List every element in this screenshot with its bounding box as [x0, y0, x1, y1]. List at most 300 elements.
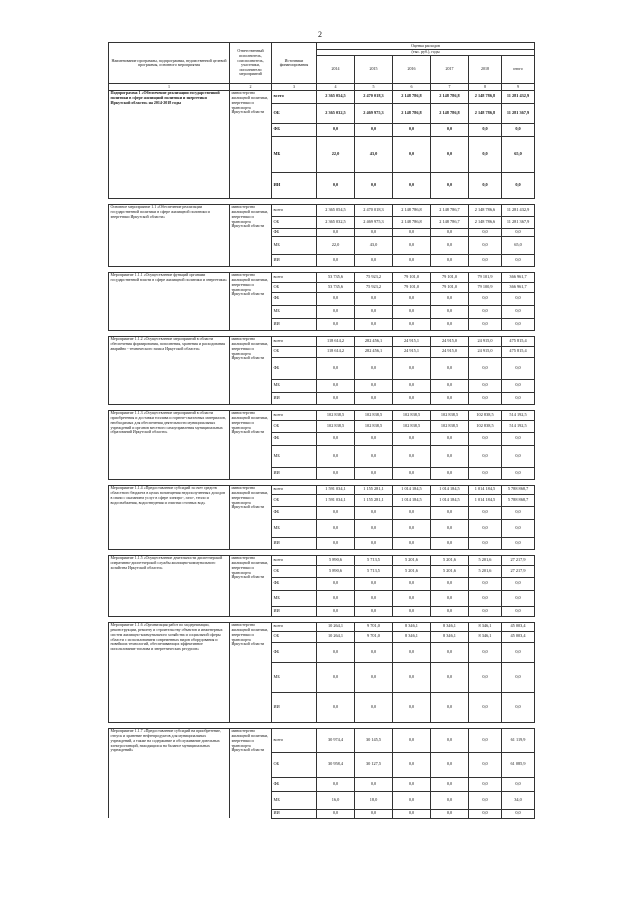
executor: министерство жилищной политики, энергетики и транспорта Иркутской области [230, 90, 272, 198]
year-value: 24 915,0 [469, 336, 502, 346]
year-value: 0,0 [393, 305, 431, 318]
year-value: 1 591 034,1 [317, 485, 355, 494]
total-value: 0,0 [502, 809, 535, 818]
funding-source: ИИ [272, 392, 317, 404]
year-value: 0,0 [317, 379, 355, 392]
funding-source: МБ [272, 136, 317, 172]
year-value: 24 915,0 [431, 346, 469, 357]
total-value: 61 085,9 [502, 752, 535, 777]
year-value: 2 469 975,3 [355, 103, 393, 123]
program-name: Подпрограмма 1 «Обеспечение реализации государственной политики в сфере жилищной политики и энергетики Иркутской области» на 2014-2018 годы [109, 90, 230, 198]
year-value: 2 365 032,5 [317, 216, 355, 228]
year-value: 0,0 [317, 318, 355, 330]
year-value: 0,0 [431, 172, 469, 198]
year-value: 0,0 [431, 357, 469, 379]
year-value: 2 148 786,7 [431, 204, 469, 216]
year-value: 8 346,1 [431, 631, 469, 642]
year-value: 0,0 [431, 577, 469, 590]
executor: министерство жилищной политики, энергетики и транспорта Иркутской области [230, 336, 272, 404]
year-value: 5 201,6 [469, 565, 502, 577]
year-value: 0,0 [317, 432, 355, 445]
year-value: 0,0 [355, 305, 393, 318]
year-value: 43,0 [355, 236, 393, 254]
year-value: 0,0 [317, 590, 355, 606]
year-value: 1 591 034,1 [317, 494, 355, 506]
executor: министерство жилищной политики, энергетики и транспорта Иркутской области [230, 272, 272, 330]
year-value: 5 890,6 [317, 565, 355, 577]
year-value: 0,0 [469, 728, 502, 752]
funding-source: всего [272, 485, 317, 494]
year-value: 5 201,6 [431, 565, 469, 577]
funding-source: ОБ [272, 494, 317, 506]
year-value: 0,0 [469, 577, 502, 590]
year-value: 0,0 [355, 254, 393, 266]
year-value: 0,0 [317, 537, 355, 549]
year-value: 0,0 [393, 172, 431, 198]
year-value: 79 101,0 [393, 272, 431, 282]
year-value: 0,0 [431, 379, 469, 392]
year-value: 0,0 [393, 728, 431, 752]
header-executor: Ответственный исполнитель, соисполнитель, участники, исполнители мероприятий [230, 43, 272, 84]
year-value: 0,0 [317, 577, 355, 590]
year-value: 0,0 [393, 777, 431, 791]
year-value: 0,0 [317, 662, 355, 692]
total-value: 11 281 432,9 [502, 204, 535, 216]
year-value: 0,0 [393, 254, 431, 266]
year-value: 0,0 [469, 519, 502, 537]
year-value: 0,0 [355, 662, 393, 692]
year-value: 0,0 [469, 590, 502, 606]
total-value: 0,0 [502, 537, 535, 549]
year-value: 0,0 [355, 642, 393, 662]
year-value: 118 614,2 [317, 336, 355, 346]
year-value: 75 923,2 [355, 282, 393, 292]
total-value: 0,0 [502, 379, 535, 392]
header-estimate: Оценка расходов [317, 43, 535, 50]
col-number: 8 [469, 84, 502, 91]
funding-source: МБ [272, 379, 317, 392]
year-value: 2 470 018,3 [355, 204, 393, 216]
total-value: 475 815,4 [502, 336, 535, 346]
table-row [109, 272, 535, 282]
funding-source: всего [272, 622, 317, 631]
year-value: 0,0 [469, 692, 502, 722]
year-value: 0,0 [431, 519, 469, 537]
table-row [109, 204, 535, 216]
funding-source: ИИ [272, 606, 317, 616]
year-value: 2 148 786,8 [393, 204, 431, 216]
year-value: 0,0 [469, 236, 502, 254]
total-value: 0,0 [502, 467, 535, 479]
year-value: 0,0 [317, 228, 355, 236]
executor: министерство жилищной политики, энергетики и транспорта Иркутской области [230, 622, 272, 722]
funding-source: всего [272, 728, 317, 752]
executor: министерство жилищной политики, энергетики и транспорта Иркутской области [230, 204, 272, 266]
year-value: 0,0 [393, 590, 431, 606]
year-value: 0,0 [431, 318, 469, 330]
year-value: 0,0 [355, 809, 393, 818]
total-value: 366 961,7 [502, 272, 535, 282]
funding-source: МБ [272, 519, 317, 537]
year-value: 102 838,5 [431, 420, 469, 432]
total-value: 5 788 868,7 [502, 494, 535, 506]
executor: министерство жилищной политики, энергетики и транспорта Иркутской области [230, 728, 272, 818]
year-value: 5 201,6 [393, 565, 431, 577]
year-value: 30 974,4 [317, 728, 355, 752]
total-value: 11 281 432,9 [502, 90, 535, 103]
year-value: 0,0 [431, 728, 469, 752]
year-value: 0,0 [431, 506, 469, 519]
total-value: 65,0 [502, 136, 535, 172]
year-value: 24 915,1 [393, 346, 431, 357]
funding-source: ИИ [272, 537, 317, 549]
program-name: Мероприятие 1.1.4 «Предоставление субсидий за счет средств областного бюджета в целях возмещения недополученных доходов в связи с оказанием услуг в сфере электро-, газо-, тепло и водоснабжения, водоотведения и очистки сточных вод» [109, 485, 230, 549]
total-value: 366 961,7 [502, 282, 535, 292]
year-value: 16,0 [317, 791, 355, 809]
total-value: 0,0 [502, 506, 535, 519]
year-value: 24 915,0 [469, 346, 502, 357]
total-value: 0,0 [502, 662, 535, 692]
year-value: 5 713,5 [355, 565, 393, 577]
year-value: 2 148 786,8 [393, 90, 431, 103]
year-value: 0,0 [393, 642, 431, 662]
year-value: 0,0 [355, 577, 393, 590]
year-value: 1 014 184,5 [469, 485, 502, 494]
year-value: 75 923,2 [355, 272, 393, 282]
year-value: 2 469 975,3 [355, 216, 393, 228]
header-year: 2014 [317, 56, 355, 84]
year-value: 0,0 [355, 432, 393, 445]
col-number: 6 [393, 84, 431, 91]
year-value: 0,0 [431, 692, 469, 722]
year-value: 0,0 [431, 136, 469, 172]
year-value: 0,0 [469, 506, 502, 519]
year-value: 102 838,5 [355, 420, 393, 432]
funding-source: ФБ [272, 123, 317, 136]
total-value: 61 119,9 [502, 728, 535, 752]
total-value: 11 281 367,9 [502, 103, 535, 123]
col-number: 1 [109, 84, 230, 91]
table-row [109, 336, 535, 346]
year-value: 0,0 [431, 642, 469, 662]
year-value: 43,0 [355, 136, 393, 172]
col-number: 4 [317, 84, 355, 91]
year-value: 79 101,0 [393, 282, 431, 292]
year-value: 0,0 [393, 692, 431, 722]
year-value: 2 148 786,8 [469, 103, 502, 123]
year-value: 1 014 184,5 [431, 494, 469, 506]
funding-source: всего [272, 336, 317, 346]
year-value: 0,0 [393, 392, 431, 404]
total-value: 0,0 [502, 445, 535, 467]
year-value: 0,0 [317, 642, 355, 662]
total-value: 0,0 [502, 577, 535, 590]
year-value: 0,0 [393, 519, 431, 537]
year-value: 2 365 054,5 [317, 90, 355, 103]
year-value: 0,0 [393, 357, 431, 379]
year-value: 0,0 [355, 537, 393, 549]
program-name: Основное мероприятие 1.1 «Обеспечение реализации государственной политики в сфере жилищной политики и энергетики Иркутской области» [109, 204, 230, 266]
total-value: 0,0 [502, 318, 535, 330]
year-value: 5 201,6 [431, 555, 469, 565]
col-number: 9 [502, 84, 535, 91]
total-value: 0,0 [502, 392, 535, 404]
year-value: 0,0 [317, 692, 355, 722]
funding-source: ИИ [272, 318, 317, 330]
total-value: 0,0 [502, 228, 535, 236]
year-value: 0,0 [469, 379, 502, 392]
funding-source: ОБ [272, 346, 317, 357]
program-name: Мероприятие 1.1.5 «Осуществление деятельности диспетчерской оперативно-диспетчерской службы жилищно-коммунального хозяйства Иркутской области» [109, 555, 230, 616]
total-value: 0,0 [502, 642, 535, 662]
header-source: Источники финансирования [272, 43, 317, 84]
year-value: 102 838,5 [431, 410, 469, 420]
total-value: 0,0 [502, 292, 535, 305]
year-value: 0,0 [355, 292, 393, 305]
year-value: 0,0 [355, 445, 393, 467]
year-value: 0,0 [431, 791, 469, 809]
year-value: 79 101,0 [431, 272, 469, 282]
year-value: 0,0 [469, 809, 502, 818]
funding-source: всего [272, 90, 317, 103]
year-value: 0,0 [469, 445, 502, 467]
funding-source: ИИ [272, 692, 317, 722]
year-value: 0,0 [431, 537, 469, 549]
year-value: 0,0 [355, 590, 393, 606]
total-value: 0,0 [502, 357, 535, 379]
year-value: 0,0 [317, 519, 355, 537]
year-value: 0,0 [469, 606, 502, 616]
year-value: 2 148 786,7 [431, 216, 469, 228]
total-value: 45 003,4 [502, 631, 535, 642]
table-row [109, 728, 535, 752]
funding-source: ФБ [272, 432, 317, 445]
year-value: 0,0 [469, 228, 502, 236]
year-value: 0,0 [393, 318, 431, 330]
program-name: Мероприятие 1.1.2 «Осуществление мероприятий в области обеспечения формирования, пополнения, хранения и расходования аварийно - технического запаса Иркутской области» [109, 336, 230, 404]
year-value: 2 148 786,8 [393, 216, 431, 228]
year-value: 0,0 [469, 537, 502, 549]
year-value: 0,0 [393, 432, 431, 445]
year-value: 0,0 [393, 752, 431, 777]
year-value: 10 264,1 [317, 622, 355, 631]
year-value: 53 735,6 [317, 282, 355, 292]
total-value: 0,0 [502, 172, 535, 198]
col-number: 7 [431, 84, 469, 91]
year-value: 2 470 018,3 [355, 90, 393, 103]
year-value: 5 201,6 [393, 555, 431, 565]
executor: министерство жилищной политики, энергетики и транспорта Иркутской области [230, 555, 272, 616]
year-value: 5 713,5 [355, 555, 393, 565]
year-value: 0,0 [431, 752, 469, 777]
expense-estimate-table [108, 42, 535, 819]
year-value: 0,0 [355, 692, 393, 722]
year-value: 8 346,1 [431, 622, 469, 631]
funding-source: всего [272, 272, 317, 282]
year-value: 22,0 [317, 236, 355, 254]
year-value: 118 614,2 [317, 346, 355, 357]
total-value: 27 217,9 [502, 555, 535, 565]
year-value: 24 915,1 [393, 336, 431, 346]
funding-source: всего [272, 204, 317, 216]
year-value: 1 155 281,1 [355, 485, 393, 494]
year-value: 0,0 [469, 642, 502, 662]
year-value: 0,0 [469, 791, 502, 809]
year-value: 102 838,5 [469, 410, 502, 420]
year-value: 0,0 [431, 392, 469, 404]
funding-source: МБ [272, 791, 317, 809]
total-value: 0,0 [502, 123, 535, 136]
year-value: 0,0 [431, 254, 469, 266]
total-value: 0,0 [502, 432, 535, 445]
page-number: 2 [318, 30, 322, 39]
year-value: 0,0 [431, 236, 469, 254]
funding-source: ФБ [272, 642, 317, 662]
total-value: 0,0 [502, 305, 535, 318]
year-value: 102 838,5 [317, 420, 355, 432]
year-value: 0,0 [317, 445, 355, 467]
total-value: 65,0 [502, 236, 535, 254]
year-value: 2 365 054,5 [317, 204, 355, 216]
funding-source: всего [272, 555, 317, 565]
year-value: 0,0 [431, 606, 469, 616]
funding-source: ФБ [272, 292, 317, 305]
year-value: 1 014 184,5 [393, 485, 431, 494]
year-value: 0,0 [355, 506, 393, 519]
year-value: 10 264,1 [317, 631, 355, 642]
funding-source: МБ [272, 445, 317, 467]
year-value: 282 456,1 [355, 346, 393, 357]
funding-source: ИИ [272, 254, 317, 266]
year-value: 0,0 [355, 318, 393, 330]
year-value: 0,0 [469, 467, 502, 479]
funding-source: ФБ [272, 228, 317, 236]
header-year: 2015 [355, 56, 393, 84]
year-value: 0,0 [393, 379, 431, 392]
year-value: 8 346,1 [393, 622, 431, 631]
year-value: 0,0 [393, 228, 431, 236]
year-value: 2 148 786,8 [431, 90, 469, 103]
year-value: 0,0 [469, 392, 502, 404]
year-value: 0,0 [317, 467, 355, 479]
year-value: 5 890,6 [317, 555, 355, 565]
year-value: 0,0 [469, 662, 502, 692]
program-name: Мероприятие 1.1.6 «Организация работ по модернизации, реконструкции, ремонту и строительству объектов и инженерных систем жилищно-коммунального хозяйства и социальной сферы области с использованием современных видов оборудования и новейших технологий, обеспечивающих эффективное использование топлива и энергетических ресурсов» [109, 622, 230, 722]
year-value: 0,0 [355, 467, 393, 479]
year-value: 9 701,0 [355, 622, 393, 631]
total-value: 0,0 [502, 254, 535, 266]
year-value: 0,0 [393, 577, 431, 590]
year-value: 30 127,5 [355, 752, 393, 777]
year-value: 2 148 786,6 [469, 204, 502, 216]
year-value: 0,0 [355, 357, 393, 379]
year-value: 24 915,0 [431, 336, 469, 346]
funding-source: ИИ [272, 809, 317, 818]
year-value: 0,0 [431, 123, 469, 136]
year-value: 8 346,1 [469, 622, 502, 631]
year-value: 0,0 [393, 791, 431, 809]
year-value: 0,0 [355, 379, 393, 392]
year-value: 0,0 [393, 662, 431, 692]
table-row [109, 410, 535, 420]
total-value: 475 815,4 [502, 346, 535, 357]
year-value: 9 701,0 [355, 631, 393, 642]
year-value: 102 838,5 [393, 410, 431, 420]
funding-source: ОБ [272, 565, 317, 577]
funding-source: ОБ [272, 631, 317, 642]
year-value: 79 101,9 [469, 272, 502, 282]
year-value: 0,0 [431, 432, 469, 445]
header-year: 2016 [393, 56, 431, 84]
funding-source: МБ [272, 662, 317, 692]
year-value: 0,0 [317, 809, 355, 818]
year-value: 1 014 184,5 [431, 485, 469, 494]
year-value: 22,0 [317, 136, 355, 172]
year-value: 0,0 [355, 172, 393, 198]
program-name: Мероприятие 1.1.1 «Осуществление функций органами государственной власти в сфере жилищной политики и энергетики» [109, 272, 230, 330]
year-value: 282 456,1 [355, 336, 393, 346]
header-name: Наименование программы, подпрограммы, ведомственной целевой программы, основного мероприятия [109, 43, 230, 84]
total-value: 514 192,5 [502, 410, 535, 420]
header-year: 2018 [469, 56, 502, 84]
year-value: 8 346,1 [469, 631, 502, 642]
year-value: 0,0 [317, 777, 355, 791]
funding-source: ФБ [272, 506, 317, 519]
year-value: 0,0 [469, 172, 502, 198]
year-value: 0,0 [469, 305, 502, 318]
year-value: 2 148 786,8 [393, 103, 431, 123]
year-value: 53 735,6 [317, 272, 355, 282]
table-row [109, 90, 535, 103]
year-value: 0,0 [469, 136, 502, 172]
col-number: 3 [272, 84, 317, 91]
year-value: 0,0 [393, 445, 431, 467]
year-value: 0,0 [317, 506, 355, 519]
funding-source: ФБ [272, 577, 317, 590]
year-value: 0,0 [317, 172, 355, 198]
funding-source: ОБ [272, 103, 317, 123]
total-value: 0,0 [502, 590, 535, 606]
year-value: 0,0 [393, 537, 431, 549]
funding-source: ОБ [272, 216, 317, 228]
total-value: 0,0 [502, 777, 535, 791]
year-value: 0,0 [431, 292, 469, 305]
funding-source: ИИ [272, 172, 317, 198]
total-value: 0,0 [502, 519, 535, 537]
year-value: 0,0 [469, 777, 502, 791]
executor: министерство жилищной политики, энергетики и транспорта Иркутской области [230, 485, 272, 549]
year-value: 2 148 786,8 [469, 90, 502, 103]
year-value: 79 101,0 [431, 282, 469, 292]
year-value: 0,0 [431, 809, 469, 818]
total-value: 11 281 367,9 [502, 216, 535, 228]
total-value: 45 003,4 [502, 622, 535, 631]
year-value: 0,0 [393, 506, 431, 519]
year-value: 0,0 [469, 318, 502, 330]
year-value: 0,0 [393, 292, 431, 305]
year-value: 0,0 [317, 254, 355, 266]
funding-source: ОБ [272, 420, 317, 432]
executor: министерство жилищной политики, энергетики и транспорта Иркутской области [230, 410, 272, 479]
total-value: 514 192,5 [502, 420, 535, 432]
year-value: 0,0 [355, 392, 393, 404]
program-name: Мероприятие 1.1.3 «Осуществление мероприятий в области приобретения и доставки топлива и горюче-смазочных материалов, необходимых для обеспечения деятельности муниципальных учреждений и органов местного самоуправления муниципальных образований Иркутской области» [109, 410, 230, 479]
header-year: 2017 [431, 56, 469, 84]
year-value: 102 838,5 [355, 410, 393, 420]
table-row [109, 555, 535, 565]
funding-source: ФБ [272, 357, 317, 379]
year-value: 0,0 [393, 123, 431, 136]
